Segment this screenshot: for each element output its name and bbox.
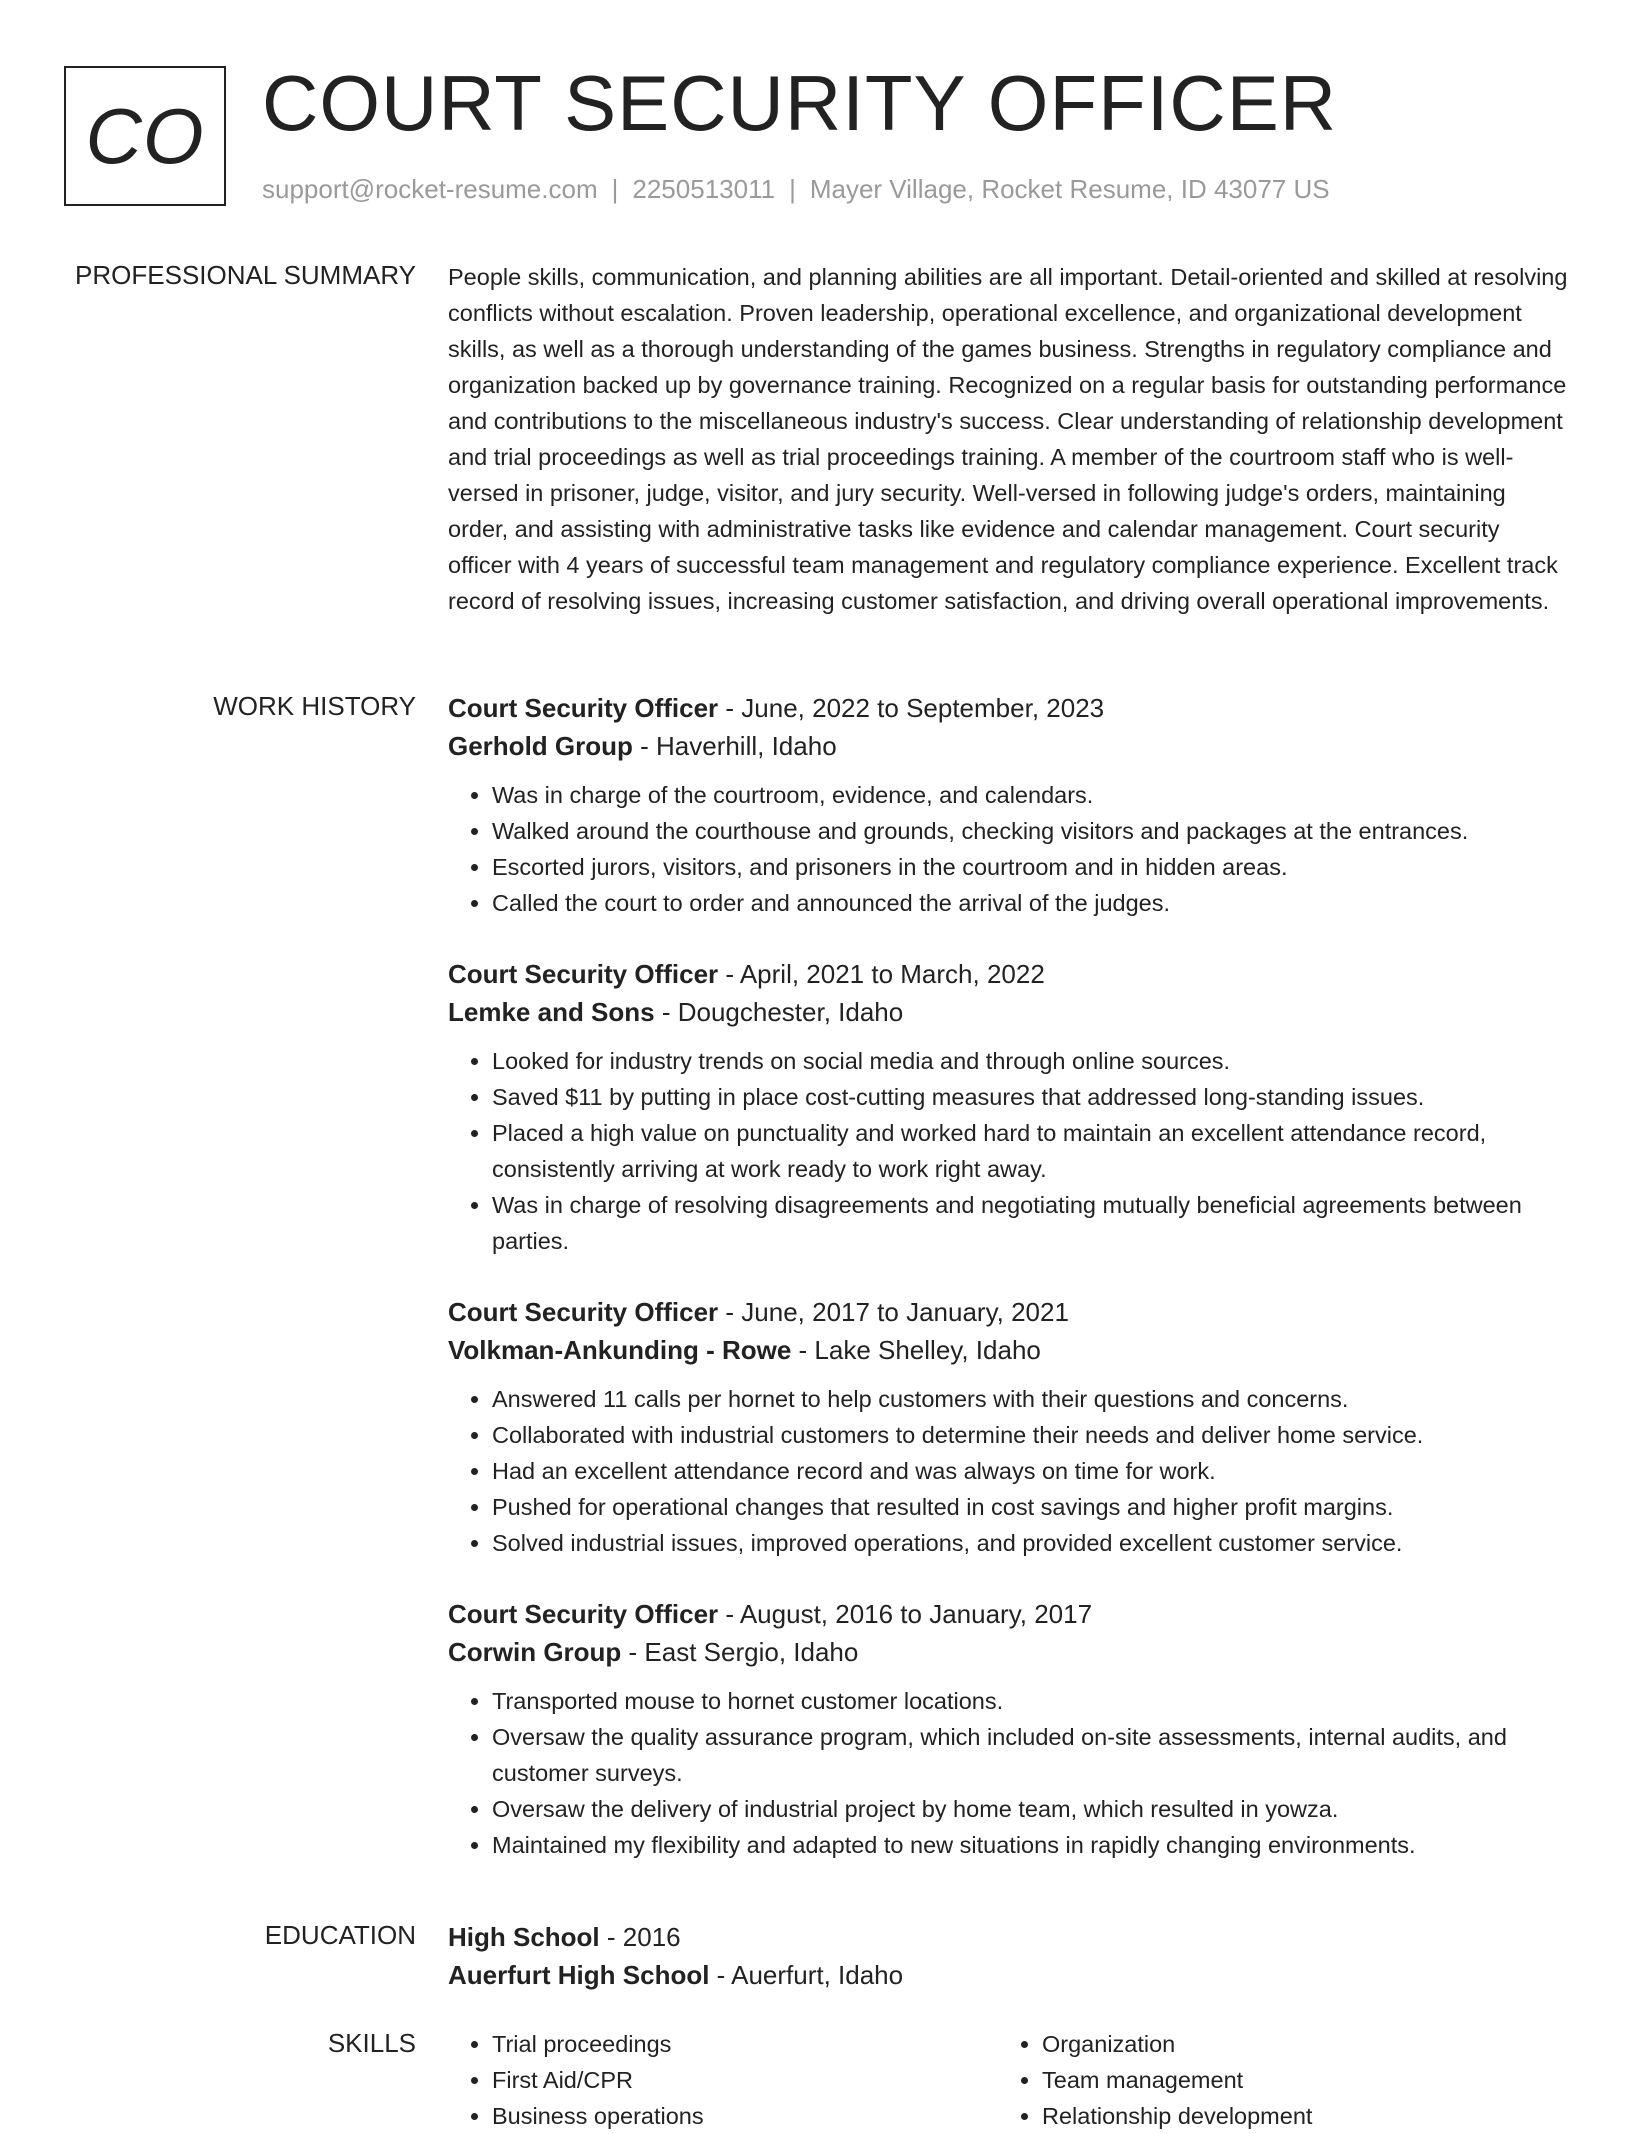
job-company: Lemke and Sons — [448, 997, 655, 1027]
job-bullet: • Collaborated with industrial customers to determine their needs and deliver home service. — [492, 1417, 1568, 1453]
monogram-box — [64, 66, 226, 206]
skills-column-right — [998, 2026, 1548, 2134]
job-bullet: • Had an excellent attendance record and was always on time for work. — [492, 1453, 1568, 1489]
job-location: - Dougchester, Idaho — [654, 997, 904, 1027]
skills-section — [448, 2026, 1568, 2134]
job-bullet: • Was in charge of the courtroom, evidence, and calendars. — [492, 777, 1568, 813]
job-bullets — [448, 1683, 1568, 1863]
job-company-line — [448, 727, 1568, 765]
education-school-line — [448, 1956, 1568, 1994]
job-company: Gerhold Group — [448, 731, 633, 761]
job-bullet: • Was in charge of resolving disagreements and negotiating mutually beneficial agreements between parties. — [492, 1187, 1568, 1259]
skill-item: • Relationship development — [1042, 2098, 1548, 2134]
contact-address: Mayer Village, Rocket Resume, ID 43077 US — [809, 174, 1330, 204]
job-bullet: • Looked for industry trends on social media and through online sources. — [492, 1043, 1568, 1079]
education-degree-line — [448, 1918, 1568, 1956]
job-bullet: • Escorted jurors, visitors, and prisoners in the courtroom and in hidden areas. — [492, 849, 1568, 885]
resume-title: COURT SECURITY OFFICER — [262, 59, 1338, 147]
job-bullet: • Maintained my flexibility and adapted to new situations in rapidly changing environments. — [492, 1827, 1568, 1863]
education-year: - 2016 — [599, 1922, 681, 1952]
job-bullets — [448, 777, 1568, 921]
education-degree: High School — [448, 1922, 600, 1952]
job-dates: - August, 2016 to January, 2017 — [718, 1599, 1093, 1629]
job-dates: - June, 2017 to January, 2021 — [718, 1297, 1069, 1327]
job-bullets — [448, 1381, 1568, 1561]
job-bullet: • Pushed for operational changes that resulted in cost savings and higher profit margins. — [492, 1489, 1568, 1525]
contact-separator: | — [611, 174, 619, 204]
job-title-line — [448, 1595, 1568, 1633]
education-location: - Auerfurt, Idaho — [709, 1960, 904, 1990]
job-title: Court Security Officer — [448, 693, 719, 723]
job-bullet: • Oversaw the quality assurance program, which included on-site assessments, internal audits, and customer surveys. — [492, 1719, 1568, 1791]
job-company: Corwin Group — [448, 1637, 622, 1667]
section-label-work-history: WORK HISTORY — [213, 691, 416, 721]
job-dates: - April, 2021 to March, 2022 — [718, 959, 1045, 989]
summary-section — [448, 259, 1568, 619]
job-bullet: • Solved industrial issues, improved operations, and provided excellent customer service. — [492, 1525, 1568, 1561]
job-bullet: • Placed a high value on punctuality and worked hard to maintain an excellent attendance record, consistently arriving at work ready to work right away. — [492, 1115, 1568, 1187]
job-entry — [448, 955, 1568, 1259]
job-location: - Lake Shelley, Idaho — [791, 1335, 1041, 1365]
job-bullet: • Transported mouse to hornet customer locations. — [492, 1683, 1568, 1719]
job-bullet: • Answered 11 calls per hornet to help customers with their questions and concerns. — [492, 1381, 1568, 1417]
education-section — [448, 1918, 1568, 1994]
job-title-line — [448, 689, 1568, 727]
contact-separator: | — [789, 174, 796, 204]
monogram-initials: CO — [85, 91, 205, 180]
skills-list — [998, 2026, 1548, 2134]
job-bullet: • Walked around the courthouse and grounds, checking visitors and packages at the entrances. — [492, 813, 1568, 849]
job-title: Court Security Officer — [448, 1297, 719, 1327]
section-label-education: EDUCATION — [264, 1920, 416, 1950]
skill-item: • Team management — [1042, 2062, 1548, 2098]
job-bullet: • Called the court to order and announced the arrival of the judges. — [492, 885, 1568, 921]
skill-item: • First Aid/CPR — [492, 2062, 998, 2098]
job-title-line — [448, 955, 1568, 993]
job-entry — [448, 689, 1568, 921]
skills-column-left — [448, 2026, 998, 2134]
skills-grid — [448, 2026, 1568, 2134]
contact-email[interactable]: support@rocket-resume.com — [262, 174, 598, 204]
job-location: - East Sergio, Idaho — [621, 1637, 859, 1667]
skills-list — [448, 2026, 998, 2134]
section-label-skills: SKILLS — [327, 2028, 416, 2058]
job-bullet: • Saved $11 by putting in place cost-cutting measures that addressed long-standing issues. — [492, 1079, 1568, 1115]
job-bullets — [448, 1043, 1568, 1259]
job-company: Volkman-Ankunding - Rowe — [448, 1335, 792, 1365]
job-title: Court Security Officer — [448, 1599, 719, 1629]
job-title: Court Security Officer — [448, 959, 719, 989]
contact-phone[interactable]: 2250513011 — [632, 174, 776, 204]
job-company-line — [448, 1633, 1568, 1671]
job-entry — [448, 1595, 1568, 1863]
job-company-line — [448, 1331, 1568, 1369]
job-location: - Haverhill, Idaho — [632, 731, 837, 761]
job-dates: - June, 2022 to September, 2023 — [718, 693, 1105, 723]
job-company-line — [448, 993, 1568, 1031]
skill-item: • Business operations — [492, 2098, 998, 2134]
contact-line — [262, 174, 1330, 205]
summary-text: People skills, communication, and planning abilities are all important. Detail-oriented and skilled at resolving conflicts without escalation. Proven leadership, operational excellence, and organizational development skills, as well as a thorough understanding of the games business. Strengths in regulatory compliance and organization backed up by governance training. Recognized on a regular basis for outstanding performance and contributions to the miscellaneous industry's success. Clear understanding of relationship development and trial proceedings as well as trial proceedings training. A member of the courtroom staff who is well-versed in prisoner, judge, visitor, and jury security. Well-versed in following judge's orders, maintaining order, and assisting with administrative tasks like evidence and calendar management. Court security officer with 4 years of successful team management and regulatory compliance experience. Excellent track record of resolving issues, increasing customer satisfaction, and driving overall operational improvements. — [448, 264, 1568, 614]
work-history-section — [448, 689, 1568, 1897]
job-bullet: • Oversaw the delivery of industrial project by home team, which resulted in yowza. — [492, 1791, 1568, 1827]
section-label-summary: PROFESSIONAL SUMMARY — [75, 260, 416, 290]
job-entry — [448, 1293, 1568, 1561]
job-title-line — [448, 1293, 1568, 1331]
skill-item: • Trial proceedings — [492, 2026, 998, 2062]
education-school: Auerfurt High School — [448, 1960, 710, 1990]
skill-item: • Organization — [1042, 2026, 1548, 2062]
